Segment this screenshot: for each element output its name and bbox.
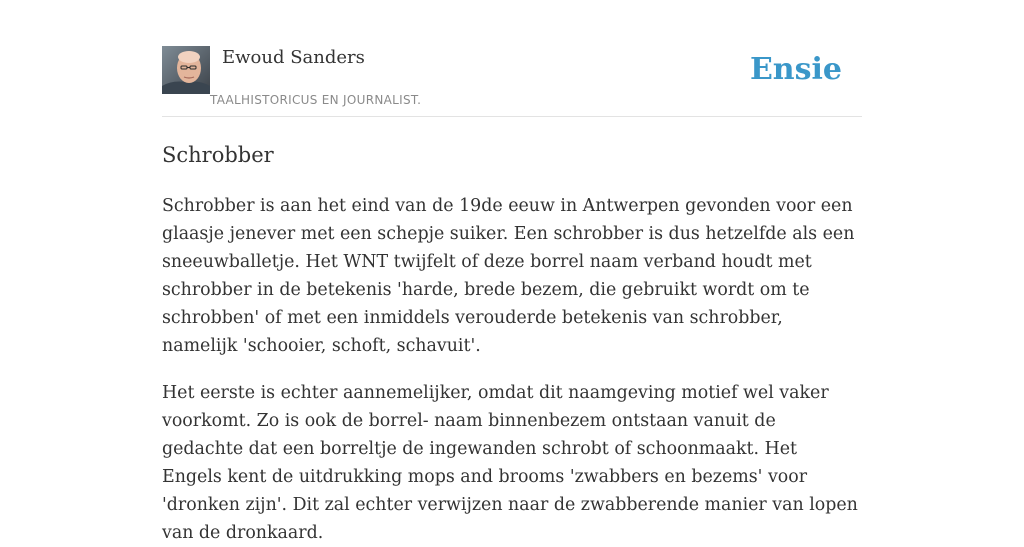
author-name[interactable]: Ewoud Sanders [222, 47, 365, 68]
article [162, 138, 862, 543]
author-avatar[interactable] [162, 46, 210, 94]
brand-logo[interactable]: Ensie [749, 52, 842, 87]
author-tagline: TAALHISTORICUS EN JOURNALIST. [210, 93, 422, 107]
author-avatar-photo-icon [162, 46, 210, 94]
article-title: Schrobber [162, 143, 274, 167]
article-paragraph: Het eerste is echter aannemelijker, omdat dit naamgeving motief wel vaker voorkomt. Zo is ook de borrel- naam binnenbezem ontstaan vanuit de gedachte dat een borreltje de ingewanden schrobt of schoonmaakt. Het Engels kent de uitdrukking mops and brooms 'zwabbers en bezems' voor 'dronken zijn'. Dit zal echter verwijzen naar de zwabberende manier van lopen van de dronkaard. [162, 383, 858, 543]
author-header [162, 46, 862, 117]
article-paragraph: Schrobber is aan het eind van de 19de eeuw in Antwerpen gevonden voor een glaasje jenever met een schepje suiker. Een schrobber is dus hetzelfde als een sneeuwballetje. Het WNT twijfelt of deze borrel naam verband houdt met schrobber in de betekenis 'harde, brede bezem, die gebruikt wordt om te schrobben' of met een inmiddels verouderde betekenis van schrobber, namelijk 'schooier, schoft, schavuit'. [162, 196, 855, 356]
